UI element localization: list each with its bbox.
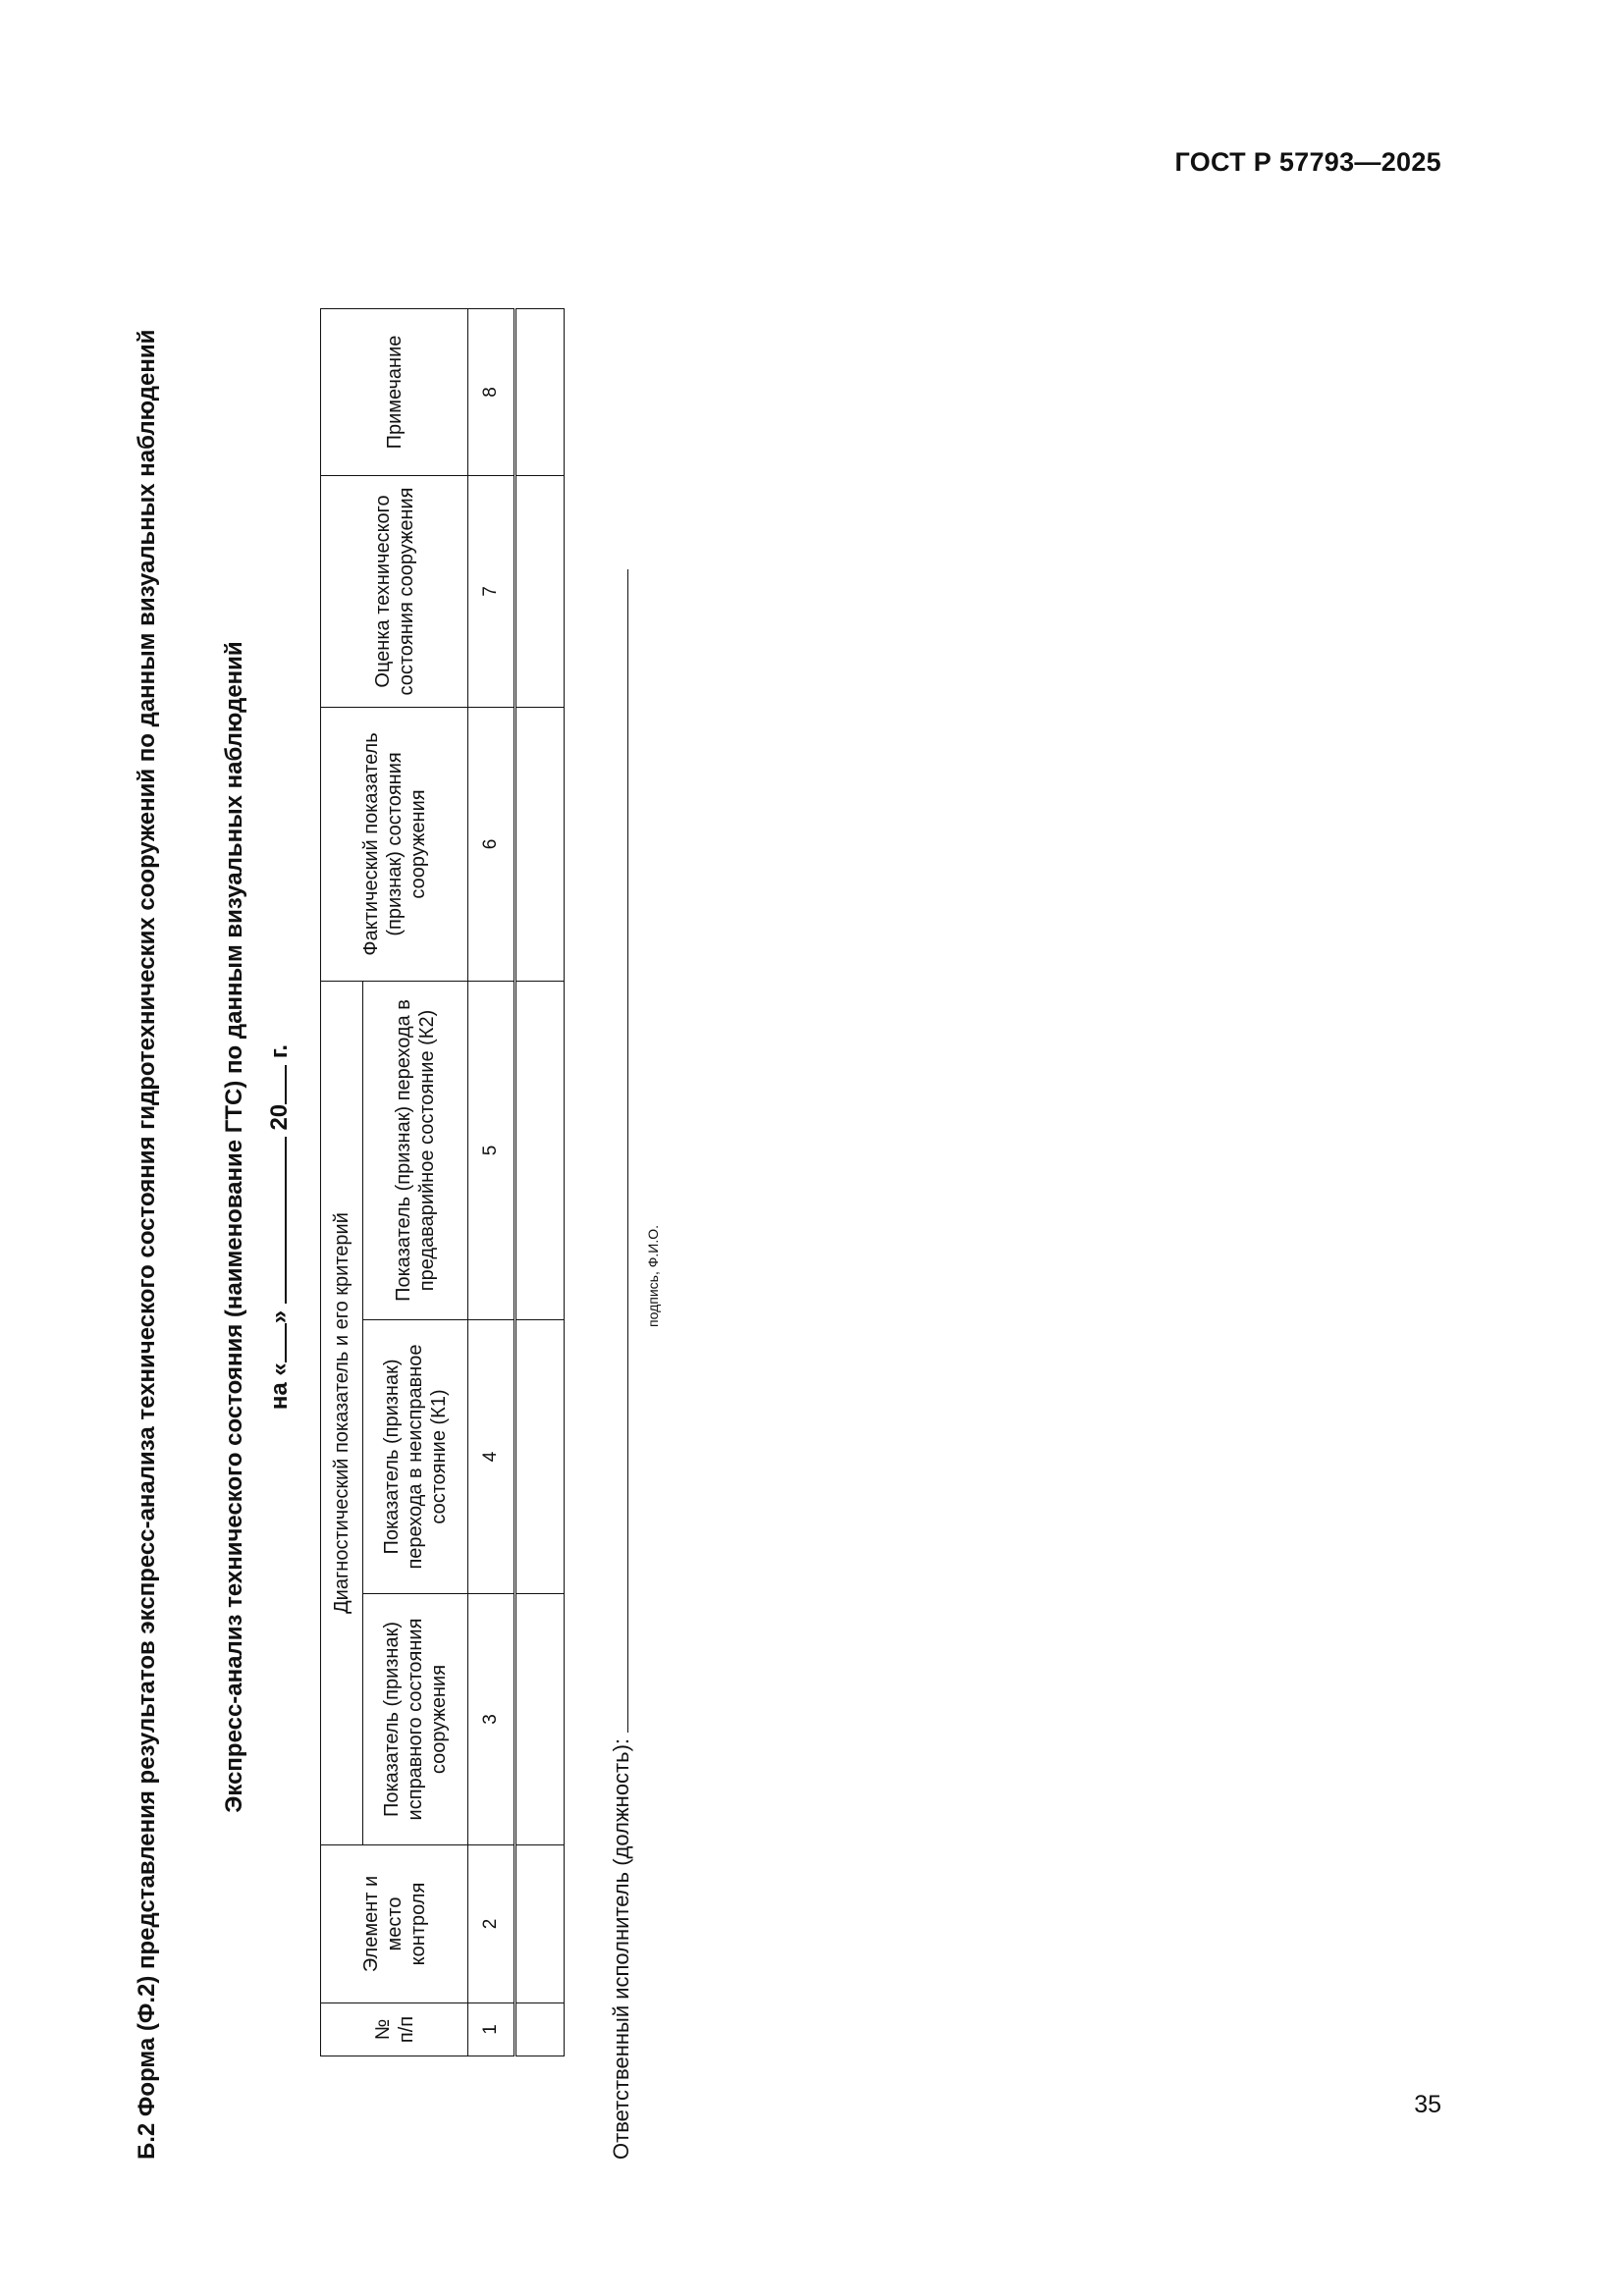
year-blank [263, 1065, 287, 1104]
col-header-serviceable: Показатель (признак) исправного состояния сооружения [363, 1594, 468, 1845]
col-header-k2: Показатель (признак) перехода в предаварийное состояние (К2) [363, 981, 468, 1319]
day-blank [263, 1323, 287, 1362]
assessment-table [320, 308, 565, 2056]
date-suffix: г. [266, 1043, 293, 1059]
document-header: ГОСТ Р 57793—2025 [1174, 147, 1441, 177]
col-number: 5 [468, 981, 515, 1319]
col-number: 1 [468, 2003, 515, 2056]
month-blank [263, 1137, 287, 1304]
col-number: 4 [468, 1320, 515, 1594]
form-caption: Б.2 Форма (Ф.2) представления результатов экспресс-анализа технического состояния гидротехнических сооружений по данным визуальных наблюдений [134, 329, 160, 2160]
signature-line [609, 294, 634, 2160]
date-quote-close: » [266, 1309, 293, 1324]
signature-blank [627, 569, 628, 1733]
page-number: 35 [1414, 2091, 1441, 2118]
col-number: 8 [468, 308, 515, 475]
date-line [263, 294, 294, 2160]
col-header-element: Элемент и место контроля [321, 1845, 468, 2003]
col-header-number: № п/п [321, 2003, 468, 2056]
year-prefix: 20 [266, 1103, 293, 1131]
empty-data-row [515, 308, 565, 2056]
date-prefix: на « [266, 1362, 293, 1411]
col-number: 6 [468, 707, 515, 981]
col-header-actual-indicator: Фактический показатель (признак) состояния сооружения [321, 707, 468, 981]
col-header-assessment: Оценка технического состояния сооружения [321, 475, 468, 707]
signature-label: Ответственный исполнитель (должность): [609, 1737, 633, 2160]
rotated-form-block [98, 294, 687, 2160]
form-title: Экспресс-анализ технического состояния (наименование ГТС) по данным визуальных наблюдений [221, 641, 247, 1813]
col-number: 7 [468, 475, 515, 707]
col-header-diagnostic-group: Диагностический показатель и его критерий [321, 981, 363, 1844]
col-header-note: Примечание [321, 308, 468, 475]
col-number: 3 [468, 1594, 515, 1845]
col-number: 2 [468, 1845, 515, 2003]
signature-caption: подпись, Ф.И.О. [645, 1225, 661, 1327]
col-header-k1: Показатель (признак) перехода в неисправное состояние (К1) [363, 1320, 468, 1594]
